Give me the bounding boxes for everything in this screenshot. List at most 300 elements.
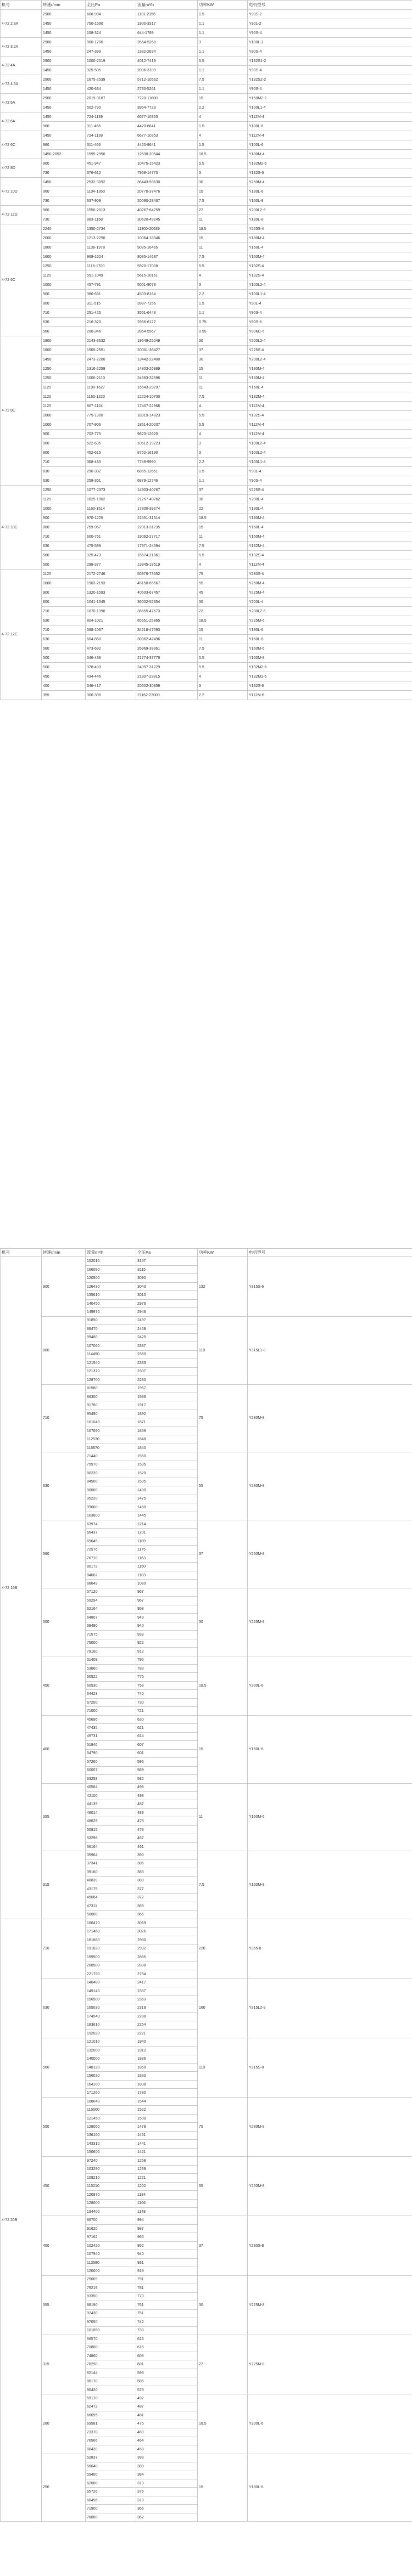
pressure-cell: 467 <box>136 1834 198 1842</box>
flow-cell: 63258 <box>86 1775 136 1783</box>
motor-cell: Y200L2-6 <box>248 607 412 616</box>
speed-cell: 960 <box>42 187 86 196</box>
pressure-cell: 2473-2200 <box>86 355 136 364</box>
pressure-cell: 589 <box>136 1766 198 1774</box>
pressure-cell: 614 <box>136 1732 198 1740</box>
flow-cell: 128060 <box>86 2123 136 2131</box>
speed-cell: 630 <box>42 635 86 644</box>
pressure-cell: 502-790 <box>86 103 136 112</box>
pressure-cell: 1150 <box>136 1563 198 1571</box>
flow-cell: 5615-10161 <box>136 271 198 280</box>
flow-cell: 107060 <box>86 1342 136 1350</box>
speed-cell: 900 <box>42 588 86 598</box>
pressure-cell: 1103 <box>136 1571 198 1579</box>
motor-cell: Y80M1-6 <box>248 327 412 336</box>
flow-cell: 20090-28467 <box>136 196 198 206</box>
table-row <box>1 402 412 411</box>
flow-cell: 90420 <box>86 2386 136 2394</box>
table-row <box>1 1851 412 1859</box>
power-cell: 1.1 <box>198 19 248 29</box>
power-cell: 0.75 <box>198 318 248 327</box>
motor-cell: Y180L-6 <box>248 625 412 635</box>
pressure-cell: 922 <box>136 1639 198 1647</box>
pressure-cell: 758 <box>136 1681 198 1689</box>
pressure-cell: 1213-2250 <box>86 234 136 243</box>
motor-cell: Y90L-4 <box>248 467 412 476</box>
flow-cell: 60522 <box>86 1673 136 1681</box>
flow-cell: 17371-24594 <box>136 542 198 551</box>
speed-cell: 500 <box>42 653 86 663</box>
flow-cell: 13945-19519 <box>136 560 198 570</box>
pressure-cell: 1189 <box>136 1537 198 1545</box>
flow-cell: 82144 <box>86 2369 136 2377</box>
pressure-cell: 1160-1220 <box>86 392 136 402</box>
motor-cell: Y100L-6 <box>248 122 412 131</box>
pressure-cell: 770 <box>136 2292 198 2301</box>
flow-cell: 67200 <box>86 1698 136 1706</box>
pressure-cell: 375-473 <box>86 551 136 560</box>
power-cell: 5.5 <box>198 663 248 672</box>
flow-cell: 192020 <box>86 2030 136 2038</box>
power-cell: 4 <box>198 672 248 681</box>
speed-cell: 710 <box>42 607 86 616</box>
speed-cell: 1000 <box>42 504 86 514</box>
flow-cell: 6855-12651 <box>136 467 198 476</box>
pressure-cell: 1041-1345 <box>86 598 136 607</box>
flow-cell: 13442-22400 <box>136 355 198 364</box>
flow-cell: 62472 <box>86 2403 136 2411</box>
motor-cell: Y90S-2 <box>248 10 412 19</box>
table-row <box>1 299 412 308</box>
pressure-cell: 2019-3187 <box>86 94 136 103</box>
flow-cell: 59170 <box>86 2394 136 2403</box>
speed-cell: 1000 <box>42 420 86 430</box>
table-row <box>1 458 412 467</box>
pressure-cell: 596 <box>136 1758 198 1766</box>
table-row <box>1 2394 412 2403</box>
power-cell: 11 <box>198 1783 248 1851</box>
speed-cell: 1000 <box>42 411 86 420</box>
motor-cell: Y132S-4 <box>248 551 412 560</box>
pressure-cell: 487 <box>136 2403 198 2411</box>
motor-cell: Y90S-4 <box>248 29 412 38</box>
col-power-header: 功率KW <box>198 1 248 10</box>
pressure-cell: 783 <box>136 1664 198 1672</box>
motor-cell: Y90S-4 <box>248 84 412 94</box>
motor-cell: Y100L1-4 <box>248 458 412 467</box>
pressure-cell: 1550 <box>136 1452 198 1461</box>
pressure-cell: 1675-2539 <box>86 75 136 84</box>
table-row <box>1 336 412 346</box>
pressure-cell: 967 <box>136 1597 198 1605</box>
speed-cell: 1600 <box>42 346 86 355</box>
table-row <box>1 1978 412 1987</box>
flow-cell: 1332-2634 <box>136 47 198 57</box>
pressure-cell: 290-382 <box>86 467 136 476</box>
flow-cell: 19062-27717 <box>136 532 198 542</box>
pressure-cell: 2221 <box>136 2030 198 2038</box>
flow-cell: 95220 <box>86 1495 136 1503</box>
machine-no-cell: 4-72 8D <box>1 159 42 178</box>
flow-cell: 174540 <box>86 2013 136 2021</box>
speed-cell: 1250 <box>42 262 86 271</box>
table-row <box>1 215 412 224</box>
flow-cell: 156030 <box>86 2072 136 2080</box>
flow-cell: 65551-25865 <box>136 616 198 625</box>
power-cell: 5.5 <box>198 57 248 66</box>
flow-cell: 7749-9990 <box>136 458 198 467</box>
pressure-cell: 2976 <box>136 1299 198 1307</box>
flow-cell: 86300 <box>86 1393 136 1401</box>
power-cell: 1.5 <box>198 122 248 131</box>
pressure-cell: 325-505 <box>86 66 136 75</box>
flow-cell: 66570 <box>86 2335 136 2343</box>
motor-cell: Y225M-4 <box>248 588 412 598</box>
flow-cell: 14803-26989 <box>136 364 198 374</box>
pressure-cell: 1479 <box>136 2123 198 2131</box>
table-row <box>1 579 412 588</box>
motor-cell: Y315L2-8 <box>248 1978 412 2038</box>
flow-cell: 40839 <box>86 1876 136 1885</box>
table-row <box>1 1656 412 1664</box>
speed-cell: 1120 <box>42 570 86 579</box>
table-row <box>1 1257 412 1265</box>
flow-cell: 91620 <box>86 2224 136 2233</box>
pressure-cell: 724-1139 <box>86 131 136 140</box>
pressure-cell: 383 <box>136 1868 198 1876</box>
pressure-cell: 1160-1514 <box>86 504 136 514</box>
table-row <box>1 103 412 112</box>
power-cell: 15 <box>198 234 248 243</box>
pressure-cell: 1936 <box>136 1393 198 1401</box>
power-cell: 75 <box>198 1384 248 1452</box>
table-row <box>1 570 412 579</box>
table-row <box>1 476 412 486</box>
power-cell: 11 <box>198 215 248 224</box>
table-row <box>1 57 412 66</box>
pressure-cell: 775 <box>136 1673 198 1681</box>
pressure-cell: 781 <box>136 2284 198 2292</box>
pressure-cell: 1860 <box>136 2064 198 2072</box>
flow-cell: 156500 <box>86 1996 136 2004</box>
flow-cell: 54790 <box>86 1749 136 1757</box>
pressure-cell: 1522 <box>136 2106 198 2114</box>
speed-cell: 710 <box>42 1384 86 1452</box>
col-power-header: 功率KW <box>198 1249 248 1257</box>
pressure-cell: 369 <box>136 1902 198 1910</box>
power-cell: 1.1 <box>198 47 248 57</box>
power-cell: 15 <box>198 1715 248 1783</box>
pressure-cell: 742 <box>136 2318 198 2326</box>
pressure-cell: 1202 <box>136 2182 198 2190</box>
flow-cell: 80420 <box>86 2445 136 2454</box>
power-cell: 5.5 <box>198 653 248 663</box>
power-cell: 22 <box>198 2335 248 2394</box>
pressure-cell: 306-398 <box>86 691 136 700</box>
flow-cell: 171260 <box>86 2089 136 2097</box>
motor-cell: Y100L-2 <box>248 38 412 47</box>
flow-cell: 21257-40762 <box>136 495 198 504</box>
machine-no-cell: 4-72 12C <box>1 570 42 700</box>
pressure-cell: 346-438 <box>86 653 136 663</box>
power-cell: 1.5 <box>198 10 248 19</box>
flow-cell: 70800 <box>86 2343 136 2352</box>
flow-cell: 7720-11600 <box>136 94 198 103</box>
motor-cell: Y100L2-4 <box>248 280 412 290</box>
motor-cell: Y280M-8 <box>248 1384 412 1452</box>
pressure-cell: 702-775 <box>86 430 136 439</box>
machine-no-cell: 4-72 6C <box>1 224 42 336</box>
pressure-cell: 1163 <box>136 1554 198 1562</box>
flow-cell: 68456 <box>86 2496 136 2504</box>
pressure-cell: 733 <box>136 2326 198 2335</box>
motor-cell: Y112M-4 <box>248 112 412 122</box>
pressure-cell: 630 <box>136 1715 198 1723</box>
pressure-cell: 379 <box>136 2479 198 2487</box>
flow-cell: 22013-31235 <box>136 523 198 532</box>
flow-cell: 21551-31514 <box>136 514 198 523</box>
pressure-cell: 1138-1978 <box>86 243 136 252</box>
pressure-cell: 385 <box>136 1859 198 1868</box>
flow-cell: 5001-9078 <box>136 280 198 290</box>
flow-cell: 57260 <box>86 1758 136 1766</box>
speed-cell: 1450 <box>42 355 86 364</box>
power-cell: 1.1 <box>198 308 248 318</box>
pressure-cell: 1080 <box>136 1580 198 1588</box>
motor-cell: Y90S-6 <box>248 318 412 327</box>
pressure-cell: 1000-2019 <box>86 57 136 66</box>
pressure-cell: 475 <box>136 2420 198 2428</box>
pressure-cell: 3157 <box>136 1257 198 1265</box>
flow-cell: 64423 <box>86 1690 136 1698</box>
pressure-cell: 1917 <box>136 1401 198 1410</box>
flow-cell: 116870 <box>86 1444 136 1452</box>
table-row <box>1 514 412 523</box>
pressure-cell: 251-425 <box>86 308 136 318</box>
pressure-cell: 377 <box>136 1885 198 1893</box>
speed-cell: 2900 <box>42 75 86 84</box>
speed-cell: 960 <box>42 122 86 131</box>
pressure-cell: 3043 <box>136 1282 198 1290</box>
flow-cell: 20602-30859 <box>136 681 198 691</box>
speed-cell: 710 <box>42 458 86 467</box>
flow-cell: 56040 <box>86 2462 136 2471</box>
pressure-cell: 2360 <box>136 1350 198 1359</box>
motor-cell: Y200L-4 <box>248 598 412 607</box>
col-c4-header: 流量m³/h <box>136 1 198 10</box>
pressure-cell: 606-994 <box>86 10 136 19</box>
pressure-cell: 481 <box>136 2411 198 2420</box>
flow-cell: 80220 <box>86 1469 136 1478</box>
speed-cell: 355 <box>42 1783 86 1851</box>
speed-cell: 730 <box>42 168 86 178</box>
pressure-cell: 724-1139 <box>86 112 136 122</box>
power-cell: 11 <box>198 374 248 383</box>
flow-cell: 20001-36427 <box>136 346 198 355</box>
flow-cell: 18614-20037 <box>136 420 198 430</box>
pressure-cell: 568-1067 <box>86 625 136 635</box>
machine-no-cell: 4-72 12D <box>1 206 42 224</box>
motor-cell: Y250M-8 <box>248 2157 412 2216</box>
pressure-cell: 493 <box>136 1792 198 1800</box>
flow-cell: 86470 <box>86 1325 136 1333</box>
flow-cell: 4012-7419 <box>136 57 198 66</box>
motor-cell: Y132M1-6 <box>248 672 412 681</box>
pressure-cell: 933 <box>136 1631 198 1639</box>
power-cell: 37 <box>198 486 248 495</box>
pressure-cell: 2280 <box>136 1376 198 1384</box>
power-cell: 22 <box>198 206 248 215</box>
speed-cell: 400 <box>42 681 86 691</box>
machine-no-cell: 4-72 10C <box>1 486 42 570</box>
pressure-cell: 1859 <box>136 1427 198 1435</box>
power-cell: 11 <box>198 383 248 392</box>
flow-cell: 92430 <box>86 2309 136 2318</box>
power-cell: 15 <box>198 94 248 103</box>
table-row <box>1 607 412 616</box>
motor-cell: Y160M-4 <box>248 374 412 383</box>
pressure-cell: 311-466 <box>86 140 136 150</box>
motor-cell: Y160M-6 <box>248 644 412 653</box>
power-cell: 5.5 <box>198 551 248 560</box>
pressure-cell: 1490 <box>136 1486 198 1495</box>
pressure-cell: 478 <box>136 1817 198 1825</box>
flow-cell: 121370 <box>86 1367 136 1376</box>
flow-cell: 51408 <box>86 1656 136 1664</box>
pressure-cell: 216-320 <box>86 318 136 327</box>
speed-cell: 1120 <box>42 402 86 411</box>
pressure-cell: 311-515 <box>86 299 136 308</box>
flow-cell: 121010 <box>86 2038 136 2046</box>
motor-cell: Y100L1-4 <box>248 103 412 112</box>
flow-cell: 34218-47093 <box>136 625 198 635</box>
table-row <box>1 1520 412 1529</box>
motor-cell: Y180L-6 <box>248 2454 412 2522</box>
speed-cell: 400 <box>42 2216 86 2275</box>
flow-cell: 140000 <box>86 2055 136 2063</box>
table-row <box>1 681 412 691</box>
pressure-cell: 593 <box>136 2369 198 2377</box>
flow-cell: 24097-31729 <box>136 663 198 672</box>
speed-cell: 960 <box>42 140 86 150</box>
speed-cell: 900 <box>42 1257 86 1316</box>
pressure-cell: 1825-1902 <box>86 495 136 504</box>
flow-cell: 2664-5268 <box>136 38 198 47</box>
flow-cell: 120000 <box>86 2267 136 2275</box>
table-row <box>1 94 412 103</box>
table-row <box>1 374 412 383</box>
power-cell: 7.5 <box>198 644 248 653</box>
power-cell: 110 <box>198 2038 248 2097</box>
speed-cell: 2000 <box>42 234 86 243</box>
flow-cell: 19649-25049 <box>136 336 198 346</box>
flow-cell: 7968-14773 <box>136 168 198 178</box>
flow-cell: 644-1789 <box>136 29 198 38</box>
pressure-cell: 370 <box>136 2496 198 2504</box>
motor-cell: Y355-8 <box>248 1919 412 1978</box>
machine-no-cell: 4-72 4.5A <box>1 75 42 94</box>
speed-cell: 450 <box>42 2157 86 2216</box>
flow-cell: 107940 <box>86 2250 136 2258</box>
motor-cell: Y225S-4 <box>248 346 412 355</box>
pressure-cell: 1520 <box>136 1469 198 1478</box>
pressure-cell: 919 <box>136 2267 198 2275</box>
pressure-cell: 637-909 <box>86 196 136 206</box>
motor-cell: Y180L-4 <box>248 504 412 514</box>
flow-cell: 208500 <box>86 1961 136 1970</box>
flow-cell: 114490 <box>86 1350 136 1359</box>
speed-cell: 2900 <box>42 38 86 47</box>
pressure-cell: 1000-2110 <box>86 374 136 383</box>
pressure-cell: 1940 <box>136 2038 198 2046</box>
power-cell: 4 <box>198 131 248 140</box>
flow-cell: 148120 <box>86 2064 136 2072</box>
speed-cell: 630 <box>42 318 86 327</box>
power-cell: 18.5 <box>198 224 248 234</box>
flow-cell: 140450 <box>86 1299 136 1307</box>
speed-cell: 1250 <box>42 374 86 383</box>
pressure-cell: 1148 <box>136 2207 198 2216</box>
motor-cell: Y112M-4 <box>248 402 412 411</box>
motor-cell: Y112M-4 <box>248 420 412 430</box>
flow-cell: 65726 <box>86 2488 136 2496</box>
table-row <box>1 327 412 336</box>
pressure-cell: 967 <box>136 1588 198 1596</box>
flow-cell: 16543-29297 <box>136 383 198 392</box>
table-row <box>1 224 412 234</box>
pressure-cell: 2532-3092 <box>86 178 136 187</box>
table-row <box>1 318 412 327</box>
table-row <box>1 392 412 402</box>
pressure-cell: 2946 <box>136 1308 198 1316</box>
motor-cell: Y132S-6 <box>248 681 412 691</box>
flow-cell: 120970 <box>86 2191 136 2199</box>
flow-cell: 164100 <box>86 2080 136 2088</box>
flow-cell: 136160 <box>86 2131 136 2139</box>
flow-cell: 152010 <box>86 1257 136 1265</box>
speed-cell: 2900 <box>42 10 86 19</box>
table-row <box>1 271 412 280</box>
pressure-cell: 1116-1700 <box>86 262 136 271</box>
power-cell: 3 <box>198 280 248 290</box>
flow-cell: 2730-5261 <box>136 84 198 94</box>
flow-cell: 88649 <box>86 1580 136 1588</box>
pressure-cell: 1320-1593 <box>86 588 136 598</box>
flow-cell: 45084 <box>86 1893 136 1902</box>
power-cell: 132 <box>198 1257 248 1316</box>
table-row <box>1 439 412 448</box>
table-row <box>1 532 412 542</box>
power-cell: 4 <box>198 402 248 411</box>
speed-cell: 710 <box>42 1919 86 1978</box>
col-c4-header: 全压Pa <box>136 1249 198 1257</box>
power-cell: 0.55 <box>198 327 248 336</box>
pressure-cell: 390 <box>136 1851 198 1859</box>
speed-cell: 630 <box>42 476 86 486</box>
flow-cell: 121450 <box>86 2114 136 2122</box>
flow-cell: 97240 <box>86 2157 136 2165</box>
pressure-cell: 601 <box>136 1749 198 1757</box>
pressure-cell: 380-691 <box>86 290 136 299</box>
flow-cell: 166080 <box>86 1265 136 1273</box>
flow-cell: 43175 <box>86 1885 136 1893</box>
flow-cell: 50000 <box>86 1910 136 1919</box>
pressure-cell: 498 <box>136 1783 198 1791</box>
pressure-cell: 393 <box>136 2454 198 2462</box>
pressure-cell: 1175 <box>136 1546 198 1554</box>
pressure-cell: 434-446 <box>86 672 136 681</box>
flow-cell: 135610 <box>86 1291 136 1299</box>
